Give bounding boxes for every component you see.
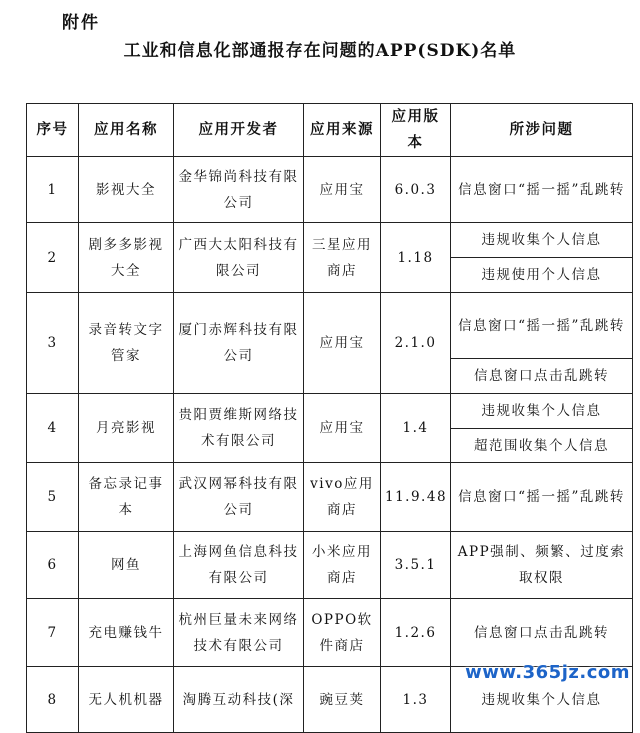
cell-issue: 信息窗口“摇一摇”乱跳转: [451, 157, 633, 223]
cell-version: 6.0.3: [381, 157, 451, 223]
cell-issue: 信息窗口点击乱跳转: [451, 599, 633, 667]
cell-no: 3: [27, 293, 79, 394]
cell-no: 2: [27, 223, 79, 293]
cell-no: 4: [27, 394, 79, 463]
table-row: [27, 157, 633, 223]
app-list-table: [26, 103, 633, 733]
cell-source: 小米应用商店: [304, 532, 381, 599]
table-row: [27, 394, 633, 429]
table-row: [27, 532, 633, 599]
table-row: [27, 599, 633, 667]
table-row: [27, 293, 633, 359]
attachment-label: 附件: [62, 13, 100, 33]
cell-version: 11.9.48: [381, 463, 451, 532]
cell-name: 备忘录记事本: [79, 463, 174, 532]
cell-developer: 贵阳贾维斯网络技术有限公司: [174, 394, 304, 463]
cell-source: vivo应用商店: [304, 463, 381, 532]
document-title: 工业和信息化部通报存在问题的APP(SDK)名单: [123, 41, 517, 61]
col-header-source: 应用来源: [304, 104, 381, 157]
cell-version: 1.18: [381, 223, 451, 293]
cell-issue: 超范围收集个人信息: [451, 429, 633, 463]
cell-version: 3.5.1: [381, 532, 451, 599]
cell-name: 月亮影视: [79, 394, 174, 463]
cell-developer: 杭州巨量未来网络技术有限公司: [174, 599, 304, 667]
cell-no: 6: [27, 532, 79, 599]
cell-version: 1.2.6: [381, 599, 451, 667]
cell-name: 网鱼: [79, 532, 174, 599]
cell-source: 应用宝: [304, 293, 381, 394]
cell-name: 无人机机器: [79, 667, 174, 733]
cell-issue: 违规收集个人信息: [451, 394, 633, 429]
cell-source: 豌豆荚: [304, 667, 381, 733]
col-header-version: 应用版本: [381, 104, 451, 157]
cell-version: 2.1.0: [381, 293, 451, 394]
cell-name: 充电赚钱牛: [79, 599, 174, 667]
cell-name: 录音转文字管家: [79, 293, 174, 394]
cell-developer: 淘腾互动科技(深: [174, 667, 304, 733]
cell-name: 影视大全: [79, 157, 174, 223]
cell-source: OPPO软件商店: [304, 599, 381, 667]
col-header-name: 应用名称: [79, 104, 174, 157]
cell-issue: 信息窗口“摇一摇”乱跳转: [451, 293, 633, 359]
cell-issue: 违规使用个人信息: [451, 258, 633, 293]
cell-no: 7: [27, 599, 79, 667]
cell-developer: 上海网鱼信息科技有限公司: [174, 532, 304, 599]
cell-no: 1: [27, 157, 79, 223]
cell-developer: 广西大太阳科技有限公司: [174, 223, 304, 293]
cell-issue: APP强制、频繁、过度索取权限: [451, 532, 633, 599]
cell-version: 1.4: [381, 394, 451, 463]
col-header-no: 序号: [27, 104, 79, 157]
cell-source: 三星应用商店: [304, 223, 381, 293]
cell-no: 5: [27, 463, 79, 532]
cell-source: 应用宝: [304, 394, 381, 463]
cell-issue: 违规收集个人信息: [451, 667, 633, 733]
table-row: [27, 463, 633, 532]
col-header-developer: 应用开发者: [174, 104, 304, 157]
cell-issue: 信息窗口点击乱跳转: [451, 359, 633, 394]
table-header-row: [27, 104, 633, 157]
table-row: [27, 223, 633, 258]
cell-developer: 武汉网幂科技有限公司: [174, 463, 304, 532]
cell-version: 1.3: [381, 667, 451, 733]
col-header-issues: 所涉问题: [451, 104, 633, 157]
cell-issue: 信息窗口“摇一摇”乱跳转: [451, 463, 633, 532]
site-watermark: www.365jz.com: [465, 662, 630, 683]
cell-developer: 厦门赤辉科技有限公司: [174, 293, 304, 394]
cell-no: 8: [27, 667, 79, 733]
cell-name: 剧多多影视大全: [79, 223, 174, 293]
cell-source: 应用宝: [304, 157, 381, 223]
cell-developer: 金华锦尚科技有限公司: [174, 157, 304, 223]
cell-issue: 违规收集个人信息: [451, 223, 633, 258]
